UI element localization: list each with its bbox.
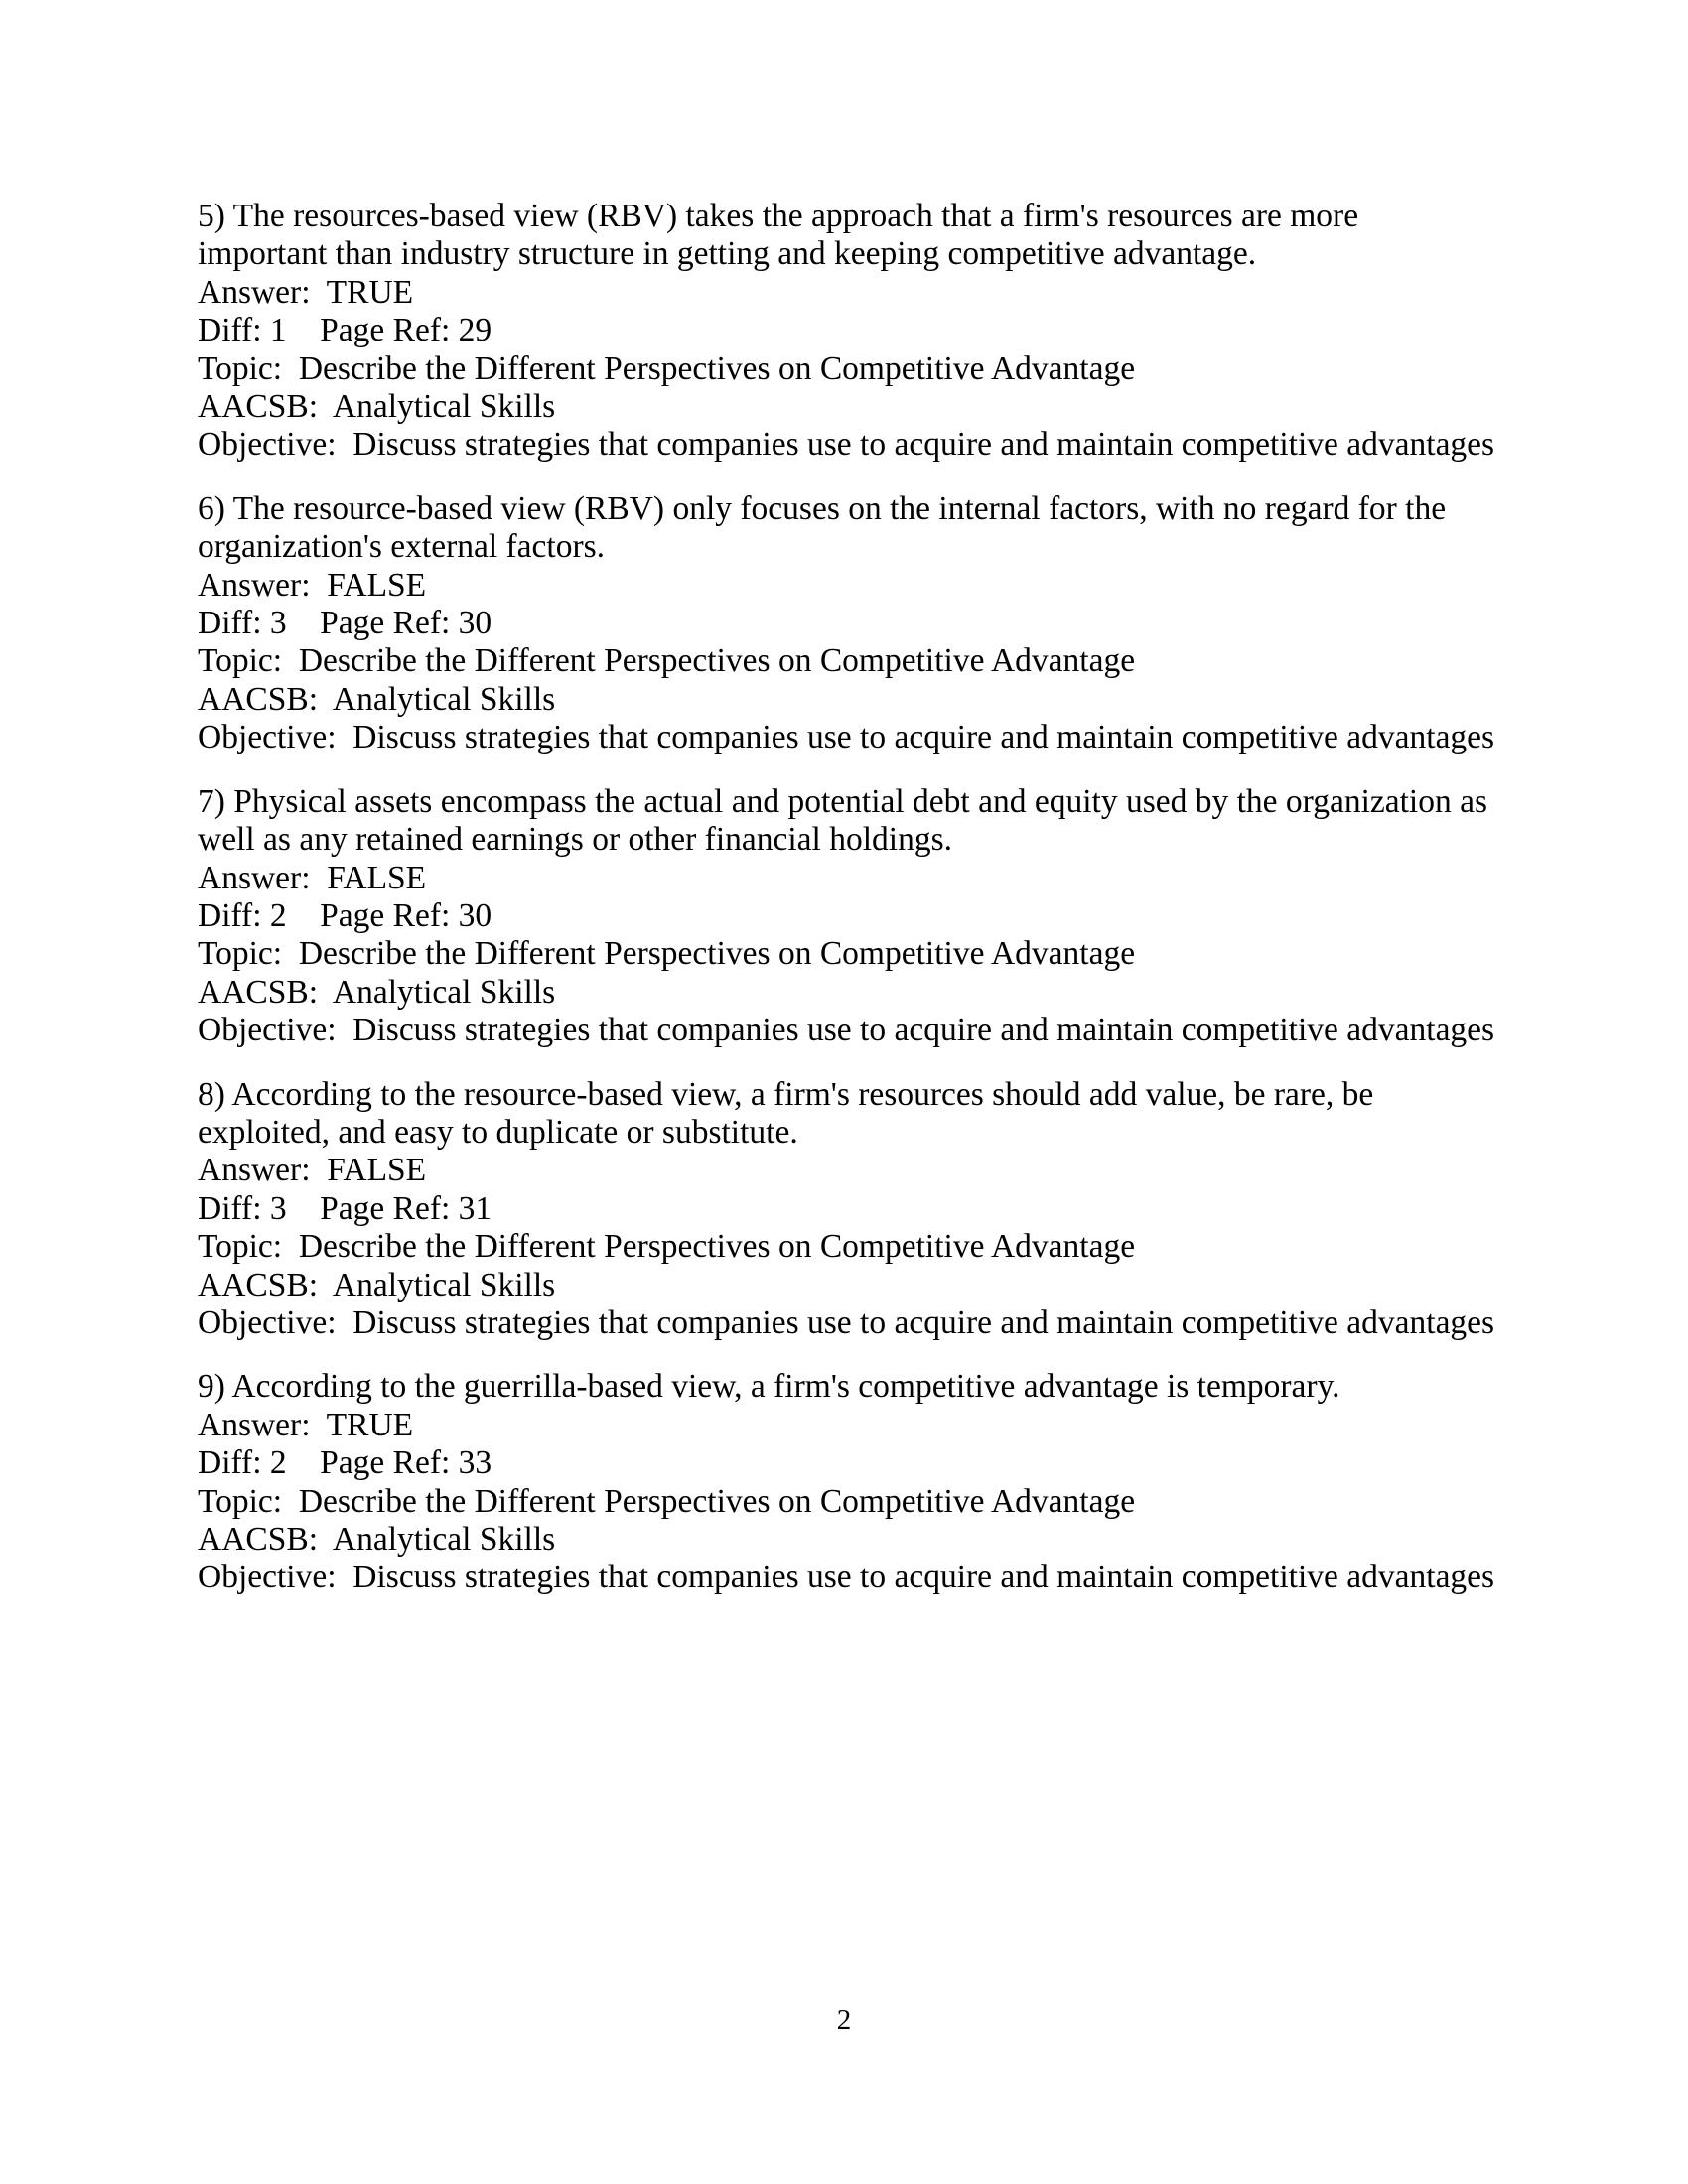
aacsb-line: AACSB: Analytical Skills (198, 680, 556, 718)
question-text-line: 7) Physical assets encompass the actual and potential debt and equity used by the organization as (198, 782, 1488, 820)
answer-line: Answer: FALSE (198, 566, 427, 604)
objective-line: Objective: Discuss strategies that companies use to acquire and maintain competitive advantages (198, 1012, 1495, 1049)
answer-line: Answer: TRUE (198, 1406, 414, 1443)
page-number: 2 (836, 2004, 852, 2036)
question-text-line: exploited, and easy to duplicate or substitute. (198, 1113, 798, 1151)
question-9 (198, 1368, 1508, 1596)
question-text-line: important than industry structure in getting and keeping competitive advantage. (198, 235, 1257, 273)
question-7 (198, 783, 1508, 1050)
aacsb-line: AACSB: Analytical Skills (198, 388, 556, 426)
topic-line: Topic: Describe the Different Perspectives on Competitive Advantage (198, 642, 1136, 680)
question-text-line: 5) The resources-based view (RBV) takes the approach that a firm's resources are more (198, 198, 1359, 234)
answer-line: Answer: FALSE (198, 859, 427, 896)
diff-line: Diff: 3 Page Ref: 30 (198, 605, 492, 642)
question-text-line: organization's external factors. (198, 528, 606, 566)
question-text-line: 9) According to the guerrilla-based view, a firm's competitive advantage is temporary. (198, 1368, 1340, 1406)
topic-line: Topic: Describe the Different Perspectives on Competitive Advantage (198, 935, 1136, 973)
topic-line: Topic: Describe the Different Perspectives on Competitive Advantage (198, 1228, 1136, 1266)
question-6 (198, 490, 1508, 757)
answer-line: Answer: TRUE (198, 273, 414, 311)
aacsb-line: AACSB: Analytical Skills (198, 1521, 556, 1558)
aacsb-line: AACSB: Analytical Skills (198, 973, 556, 1011)
question-text-line: well as any retained earnings or other financial holdings. (198, 821, 953, 859)
question-text-line: 8) According to the resource-based view, a firm's resources should add value, be rare, be (198, 1075, 1374, 1113)
topic-line: Topic: Describe the Different Perspectives on Competitive Advantage (198, 349, 1136, 387)
question-text-line: 6) The resource-based view (RBV) only focuses on the internal factors, with no regard for the (198, 489, 1447, 527)
question-5 (198, 198, 1508, 465)
objective-line: Objective: Discuss strategies that companies use to acquire and maintain competitive advantages (198, 1303, 1495, 1341)
objective-line: Objective: Discuss strategies that companies use to acquire and maintain competitive advantages (198, 426, 1495, 464)
diff-line: Diff: 1 Page Ref: 29 (198, 312, 492, 349)
diff-line: Diff: 2 Page Ref: 30 (198, 896, 492, 934)
diff-line: Diff: 2 Page Ref: 33 (198, 1444, 492, 1482)
topic-line: Topic: Describe the Different Perspectives on Competitive Advantage (198, 1482, 1136, 1520)
question-8 (198, 1076, 1508, 1343)
objective-line: Objective: Discuss strategies that companies use to acquire and maintain competitive advantages (198, 719, 1495, 756)
aacsb-line: AACSB: Analytical Skills (198, 1266, 556, 1303)
answer-line: Answer: FALSE (198, 1152, 427, 1189)
objective-line: Objective: Discuss strategies that companies use to acquire and maintain competitive advantages (198, 1559, 1495, 1596)
question-list (198, 198, 1508, 1623)
diff-line: Diff: 3 Page Ref: 31 (198, 1189, 492, 1227)
